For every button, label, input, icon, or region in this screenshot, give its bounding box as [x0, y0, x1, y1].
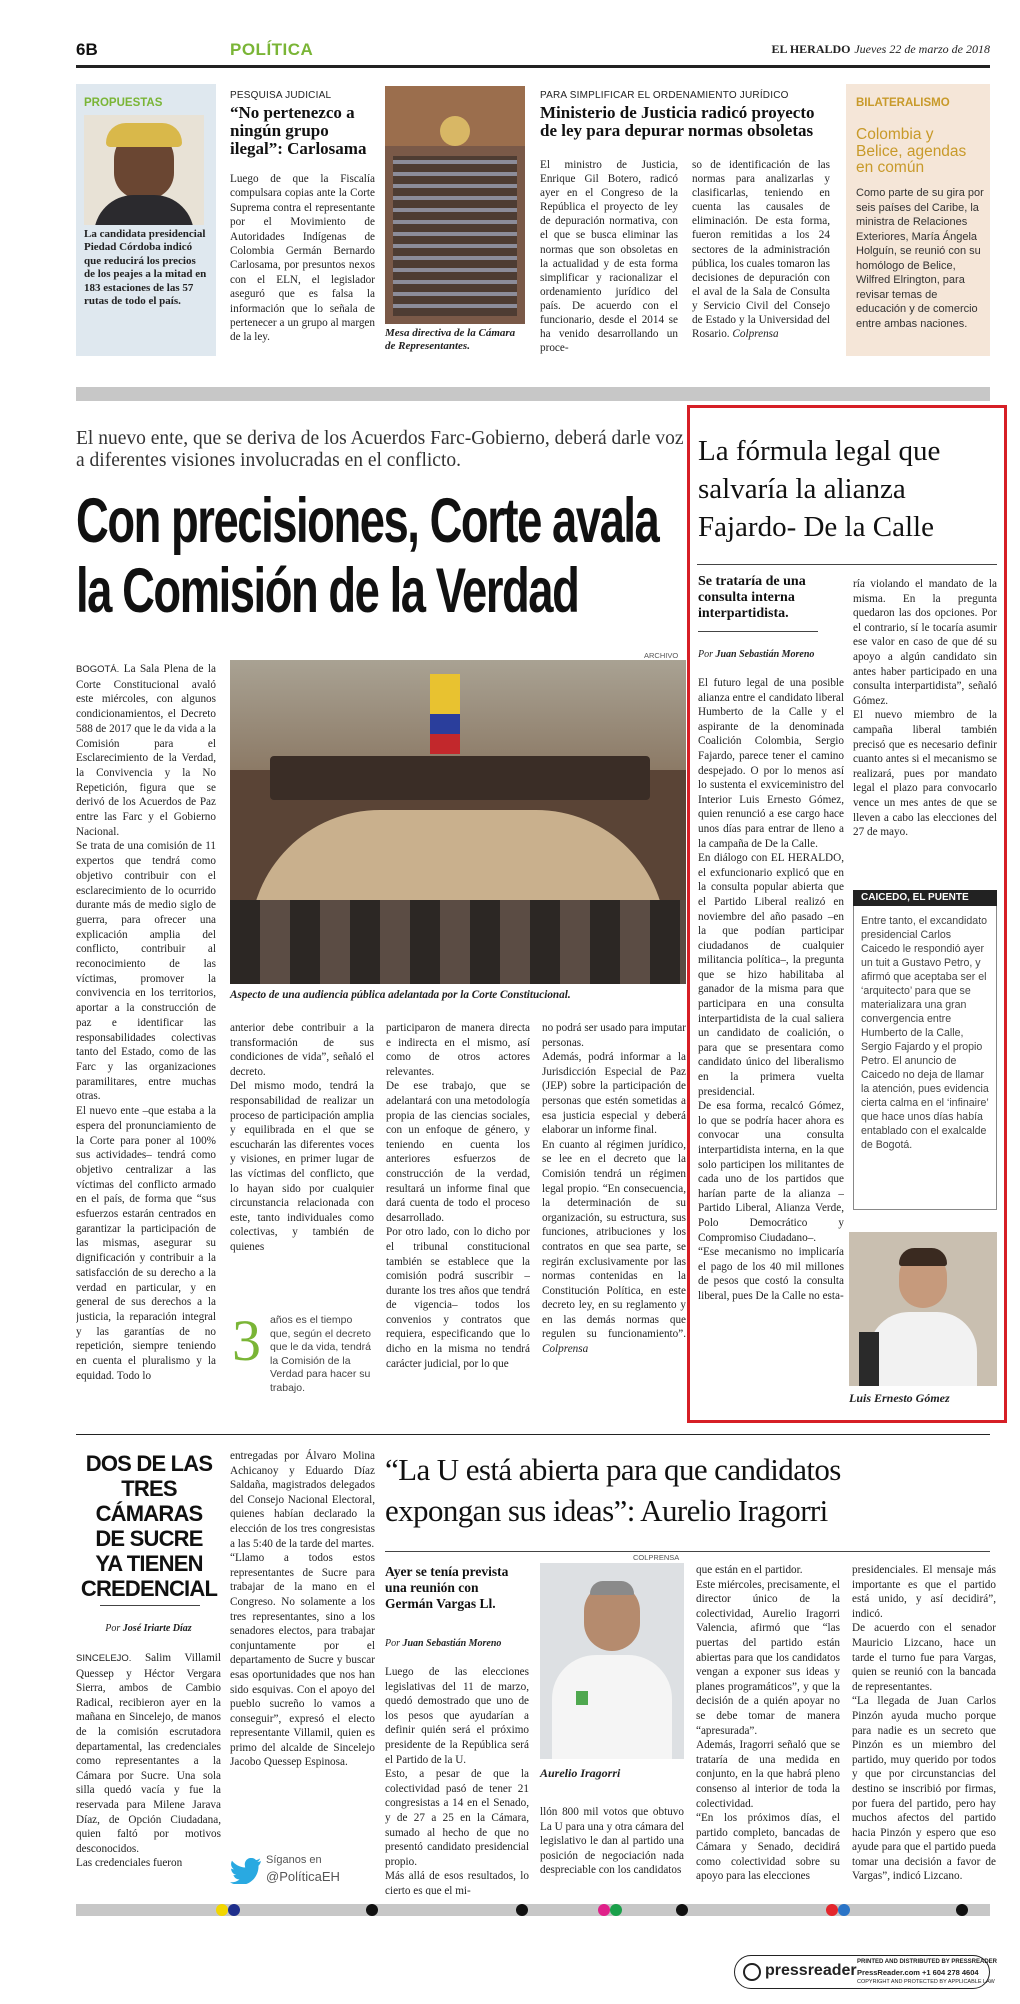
side-deck: Se trataría de una consulta interna interpartidista. — [698, 574, 806, 621]
fact-number: 3 — [232, 1308, 261, 1373]
minjusticia-signature: Colprensa — [732, 328, 779, 341]
piedad-cordoba-photo — [84, 115, 204, 225]
iragorri-title-line2: expongan sus ideas”: Aurelio Iragorri — [385, 1493, 828, 1528]
side-author: Juan Sebastián Moreno — [715, 649, 815, 660]
side-col2: ría violando el mandato de la misma. En la pregunta quedaron las dos opciones. Por el contrario, sí le tocaría asumir ese valor en caso de que dé su apoyo a algún candidato sin antes haber participado en una consulta interpartidista”, señaló Gómez. El nuevo miembro de la campaña liberal también precisó que es necesario definir cuanto antes si el mecanismo se realizará, pues por mandato legal el plazo para convocarlo vence un mes antes de que se lleven a cabo las elecciones del 27 de mayo. — [853, 578, 997, 839]
pressreader-logo-icon — [743, 1963, 761, 1981]
mesa-directiva-photo — [385, 86, 525, 324]
main-col4-signature: Colprensa — [542, 1343, 589, 1356]
main-col2: anterior debe contribuir a la transformación de sus condiciones de vida”, señaló el decreto. Del mismo modo, tendrá la responsabilidad de realizar un proceso de participación amplia y equilibrada en el que se escucharán las diferentes voces y visiones, en primer lugar de las víctimas del conflicto, que lo hayan sido por cualquier circunstancia relacionada con este, tanto individuales como colectivas, y también de quienes — [230, 1022, 374, 1253]
luis-ernesto-gomez-caption: Luis Ernesto Gómez — [849, 1391, 950, 1405]
aurelio-iragorri-photo — [540, 1563, 684, 1759]
sucre-col1-text: Salim Villamil Quessep y Héctor Vergara Sierra, ambos de Cambio Radical, recibieron ayer en la mañana en Sincelejo, de manos de la comisión escrutadora departamental, las credenciales como representantes a la Cámara por Sucre. Una sola silla quedó vacía y fue la reservada para Milene Jarava Díaz, de Opción Ciudadana, quien faltó por motivos desconocidos. Las credenciales fueron — [76, 1652, 221, 1870]
iragorri-title-line1: “La U está abierta para que candidatos — [385, 1452, 841, 1487]
sucre-rule — [100, 1605, 200, 1606]
carlosama-title: “No pertenezco a ningún grupo ilegal”: Carlosama — [230, 103, 367, 158]
main-photo-credit: ARCHIVO — [644, 651, 679, 660]
iragorri-rule — [385, 1551, 990, 1552]
section-title: POLÍTICA — [230, 40, 314, 59]
propuestas-caption: La candidata presidencial Piedad Córdoba indicó que reducirá los precios de los peajes a la mitad en 183 estaciones de las 57 rutas de todo el país. — [84, 228, 207, 308]
mid-rule — [76, 1434, 990, 1435]
iragorri-title — [385, 1449, 995, 1531]
minjusticia-col1: El ministro de Justicia, Enrique Gil Botero, radicó ayer en el Congreso de la República el proyecto de ley de depuración normativa, con el que se busca eliminar las normas que son obsoletas en la actualidad y de esta forma simplificar y racionalizar el ordenamiento jurídico del país. De acuerdo con el funcionario, desde el 2014 se ha venido desarrollando un proce- — [540, 159, 678, 355]
side-rule — [697, 564, 997, 565]
sucre-byline-prefix: Por — [105, 1623, 121, 1634]
side-byline-prefix: Por — [698, 649, 713, 660]
sucre-title: DOS DE LAS TRES CÁMARAS DE SUCRE YA TIENEN CREDENCIAL — [80, 1451, 218, 1601]
luis-ernesto-gomez-photo — [849, 1232, 997, 1386]
paper-name: EL HERALDO — [771, 42, 851, 56]
side-deck-rule — [698, 631, 818, 632]
main-col1-text: La Sala Plena de la Corte Constitucional avaló este miércoles, con algunos condicionamientos, el Decreto 588 de 2017 que le da vida a la Comisión para el Esclarecimiento de la Verdad, la Convivencia y la No Repetición, figura que se derivó de los Acuerdos de Paz entre las Farc y el Gobierno Nacional. Se trata de una comisión de 11 expertos que tendrá como objetivo contribuir con el esclarecimiento de lo ocurrido durante más de medio siglo de guerra, para ofrecer una explicación amplia del conflicto, contribuir al reconocimiento de las víctimas, promover la convivencia en los territorios, aportar a la construcción de paz e identificar las responsabilidades colectivas tanto del Estado, como de las Farc y las organizaciones paramilitares, entre muchas otras. El nuevo ente –que estaba a la espera del pronunciamiento de la Corte para poner al 100% sus actividades– tendrá como objetivo centralizar a las víctimas del conflicto armado en el país, de forma que “sus esfuerzos estarán centrados en garantizar la participación de las mismas, asegurar su dignificación y contribuir a la satisfacción de su derecho a la verdad en particular, y en general de sus derechos a la justicia, la reparación integral y las garantías de no repetición, siempre teniendo en cuenta el pluralismo y la equidad. Todo lo — [76, 663, 216, 1382]
aurelio-iragorri-caption: Aurelio Iragorri — [540, 1766, 621, 1780]
pressreader-badge[interactable] — [734, 1955, 998, 1989]
page-number: 6B — [76, 40, 98, 59]
iragorri-col3: que están en el partidor. Este miércoles, precisamente, el director único de la colectividad, Aurelio Iragorri Valencia, afirmó que “las puertas del partido están abiertas para que los candidatos vengan a exponer sus ideas y planes programáticos”, y que la decisión de a quién apoyar no se debe tomar de manera “apresurada”. Además, Iragorri señaló que se trataría de una medida en conjunto, en la que habrá pleno consenso al interior de toda la colectividad. “En los próximos días, el partido completo, bancadas de Cámara y Senado, decidirá como colectividad sobre su apoyo para las elecciones — [696, 1564, 840, 1883]
registration-dot — [516, 1904, 528, 1916]
fact-text: años es el tiempo que, según el decreto que le da vida, tendrá la Comisión de la Verdad para hacer su trabajo. — [270, 1314, 371, 1394]
twitter-bird-icon — [230, 1858, 262, 1884]
sucre-byline — [76, 1623, 221, 1634]
pressreader-brand: pressreader — [765, 1962, 857, 1979]
caicedo-text: Entre tanto, el excandidato presidencial Carlos Caicedo le respondió ayer un tuit a Gustavo Petro, y afirmó que aceptaba ser el ‘arquitecto’ para que se materializara una gran convergencia entre Humberto de la Calle, Sergio Fajardo y el propio Petro. El anuncio de Caicedo no deja de llamar la atención, pues evidencia cierta calma en el ‘infinaire’ que hace unos días había entablado con el exalcalde de Bogotá. — [861, 915, 989, 1151]
bilateralismo-body: Como parte de su gira por seis países del Caribe, la ministra de Relaciones Exteriores, María Ángela Holguín, se reunió con su homólogo de Belice, Wilfred Elrington, para revisar temas de educación y de comercio entre ambas naciones. — [856, 187, 984, 330]
main-photo-caption: Aspecto de una audiencia pública adelantada por la Corte Constitucional. — [230, 989, 571, 1001]
side-title — [698, 432, 998, 546]
registration-dot — [228, 1904, 240, 1916]
side-title-line3: Fajardo- De la Calle — [698, 511, 934, 543]
pressreader-line2: PressReader.com +1 604 278 4604 — [857, 1968, 979, 1977]
main-col1 — [76, 662, 216, 1417]
sucre-dateline: SINCELEJO. — [76, 1653, 132, 1664]
iragorri-col1: Luego de las elecciones legislativas del 11 de marzo, quedó demostrado que uno de los pesos que ayudarían a definir quién será el próximo presidente de la República será el Partido de la U. Esto, a pesar de que la colectividad pasó de tener 21 congresistas a 14 en el Senado, y de 27 a 25 en la Cámara, sumado al hecho de que no presentó candidato presidencial propio. Más allá de esos resultados, lo cierto es que el mi- — [385, 1666, 529, 1895]
main-col4-text: no podrá ser usado para imputar personas. Además, podrá informar a la Jurisdicción Especial de Paz (JEP) sobre la participación de personas que estén sometidas a esa justicia especial y deberá elaborar un informe final. En cuanto al régimen jurídico, se lee en el decreto que la Comisión tendrá un régimen legal propio. “En consecuencia, la determinación de su organización, su estructura, sus funciones, atribuciones y los contratos en que sea parte, se regirán exclusivamente por las normas contenidas en la Constitución Política, en este decreto ley, en su reglamento y en las demás normas que regulen su funcionamiento”. — [542, 1022, 686, 1341]
sucre-col1 — [76, 1651, 221, 1891]
iragorri-deck: Ayer se tenía prevista una reunión con Germán Vargas Ll. — [385, 1564, 509, 1611]
pressreader-line3: COPYRIGHT AND PROTECTED BY APPLICABLE LAW — [857, 1979, 995, 1985]
main-col4 — [542, 1021, 686, 1413]
registration-dot — [956, 1904, 968, 1916]
sucre-col2: entregadas por Álvaro Molina Achicanoy y Eduardo Díaz Saldaña, magistrados delegados del Consejo Nacional Electoral, quienes habían declarado la elección de los tres congresistas a las 5:40 de la tarde del martes. “Llamo a todos estos representantes de Sucre para trabajar de la mano en el Congreso. No solamente a los tres representantes, sino a los senadores electos, para trabajar conjuntamente por el departamento de Sucre y buscar esas oportunidades que nos han sido esquivas. Con el apoyo del pueblo sucreño lo vamos a conseguir”, expresó el electo representante Villamil, quien es primo del alcalde de Sincelejo Jacobo Quessep Espinosa. — [230, 1450, 375, 1769]
main-dateline: BOGOTÁ. — [76, 664, 120, 675]
iragorri-byline — [385, 1638, 535, 1649]
iragorri-col4: presidenciales. El mensaje más importante es que el partido está unido, y así decidirá”, indicó. De acuerdo con el senador Mauricio Lizcano, hace un tarde el turno fue para Vargas, quien se reunió con la bancada de representantes. “La llegada de Juan Carlos Pinzón ayuda mucho porque para nadie es un secreto que Pinzón es un miembro del partido, muy querido por todos y que por circunstancias del destino se inscribió por firmas, por fuera del partido, pero hay muchos afectos del partido hacia Pinzón y espero que eso ayude para que el partido pueda tomar una decisión a favor de Vargas”, indicó Lizcano. — [852, 1564, 996, 1883]
iragorri-photo-credit: COLPRENSA — [633, 1553, 680, 1562]
registration-dot — [216, 1904, 228, 1916]
main-headline-line1: Con precisiones, Corte avala — [76, 486, 659, 556]
bottom-color-bar — [76, 1904, 990, 1916]
registration-dot — [676, 1904, 688, 1916]
caicedo-kicker: CAICEDO, EL PUENTE — [853, 890, 997, 906]
minjusticia-col2 — [692, 158, 830, 341]
side-byline — [698, 649, 828, 660]
bilateralismo-kicker: BILATERALISMO — [856, 97, 950, 109]
corte-audiencia-photo — [230, 660, 686, 984]
social-label: Síganos en — [266, 1854, 322, 1866]
side-title-line1: La fórmula legal que — [698, 435, 941, 467]
bilateralismo-title: Colombia y Belice, agendas en común — [856, 126, 967, 176]
iragorri-col2: llón 800 mil votos que obtuvo La U para una y otra cámara del legislativo le dan al partido una posición de negociación nada despreciable con los candidatos — [540, 1806, 684, 1877]
registration-dot — [826, 1904, 838, 1916]
masthead — [772, 42, 991, 57]
main-headline-line2: la Comisión de la Verdad — [76, 556, 579, 626]
registration-dot — [366, 1904, 378, 1916]
iragorri-author: Juan Sebastián Moreno — [402, 1638, 502, 1649]
main-headline — [76, 486, 686, 636]
carlosama-body: Luego de que la Fiscalía compulsara copias ante la Corte Suprema contra el representante por el Movimiento de Autoridades Indígenas de Colombia Germán Bernardo Carlosama, por presuntos nexos con el ELN, el legislador aseguró que es falsa la información que lo señala de pertenecer a un grupo al margen de la ley. — [230, 173, 375, 344]
registration-dot — [610, 1904, 622, 1916]
social-handle: @PolíticaEH — [266, 1869, 340, 1884]
pressreader-line1: PRINTED AND DISTRIBUTED BY PRESSREADER — [857, 1959, 998, 1965]
iragorri-byline-prefix: Por — [385, 1638, 400, 1649]
side-col1: El futuro legal de una posible alianza entre el candidato liberal Humberto de la Calle y el aspirante de la denominada Coalición Colombia, Sergio Fajardo, parece tener el camino despejado. O por lo menos así lo sustenta el exviceministro del Interior Luis Ernesto Gómez, quien renunció a ese cargo hace unos días para entrar de lleno a la campaña de De la Calle. En diálogo con EL HERALDO, el exfuncionario explicó que en la consulta popular abierta que el Partido Liberal realizó en noviembre del año pasado –en la que podían participar ciudadanos de cualquier militancia política–, la pregunta que se hizo habilitaba al ganador de la misma para que participara en una consulta interpartidista de la cual saliera un candidato de coalición, o para que se presentara como candidato único del liberalismo en la primera vuelta presidencial. De esa forma, recalcó Gómez, lo que se podría hacer ahora es convocar una consulta interpartidista interna, en la que solo participen los militantes de cada uno de los partidos que harían parte de la alianza –Partido Liberal, Alianza Verde, Polo Democrático y Compromiso Ciudadano–. “Ese mecanismo no implicaría el pago de los 40 mil millones de pesos que costó la consulta liberal, pues De la Calle no esta- — [698, 677, 844, 1302]
carlosama-kicker: PESQUISA JUDICIAL — [230, 90, 332, 101]
minjusticia-title: Ministerio de Justicia radicó proyecto de ley para depurar normas obsoletas — [540, 103, 815, 140]
minjusticia-kicker: PARA SIMPLIFICAR EL ORDENAMIENTO JURÍDICO — [540, 90, 789, 101]
registration-dot — [598, 1904, 610, 1916]
mesa-directiva-caption: Mesa directiva de la Cámara de Representantes. — [385, 327, 516, 352]
side-title-line2: salvaría la alianza — [698, 473, 906, 505]
social-follow[interactable] — [230, 1852, 380, 1892]
registration-dot — [838, 1904, 850, 1916]
propuestas-kicker: PROPUESTAS — [84, 97, 163, 109]
top-divider-bar — [76, 387, 990, 401]
main-col3: participaron de manera directa e indirecta en el mismo, así como de otros actores relevantes. De ese trabajo, que se adelantará con una metodología propia de las ciencias sociales, con un enfoque de género, y teniendo en cuenta los anteriores esfuerzos de construcción de la verdad, resultará un informe final que dará cuenta de todo el proceso desarrollado. Por otro lado, con lo dicho por el tribunal constitucional también se establece que la comisión podrá suscribir –durante los tres años que tendrá de vigencia– todos los convenios y contratos que requiera, especificando que lo dicho en la misma no tendrá carácter judicial, por lo que — [386, 1022, 530, 1370]
minjusticia-col2-text: so de identificación de las normas para analizarlas y clasificarlas, teniendo en cuenta las causales de eliminación. De esta forma, fueron remitidas a los 24 sectores de la administración pública, los cuales tomaron las decisiones de depuración con el aval de la Sala de Consulta y Servicio Civil del Consejo de Estado y la Universidad del Rosario. — [692, 159, 830, 341]
main-deck: El nuevo ente, que se deriva de los Acuerdos Farc-Gobierno, deberá darle voz a diferentes visiones involucradas en el conflicto. — [76, 428, 684, 471]
issue-date: Jueves 22 de marzo de 2018 — [854, 42, 990, 56]
sucre-author: José Iriarte Díaz — [122, 1623, 192, 1634]
header-rule — [76, 65, 990, 68]
